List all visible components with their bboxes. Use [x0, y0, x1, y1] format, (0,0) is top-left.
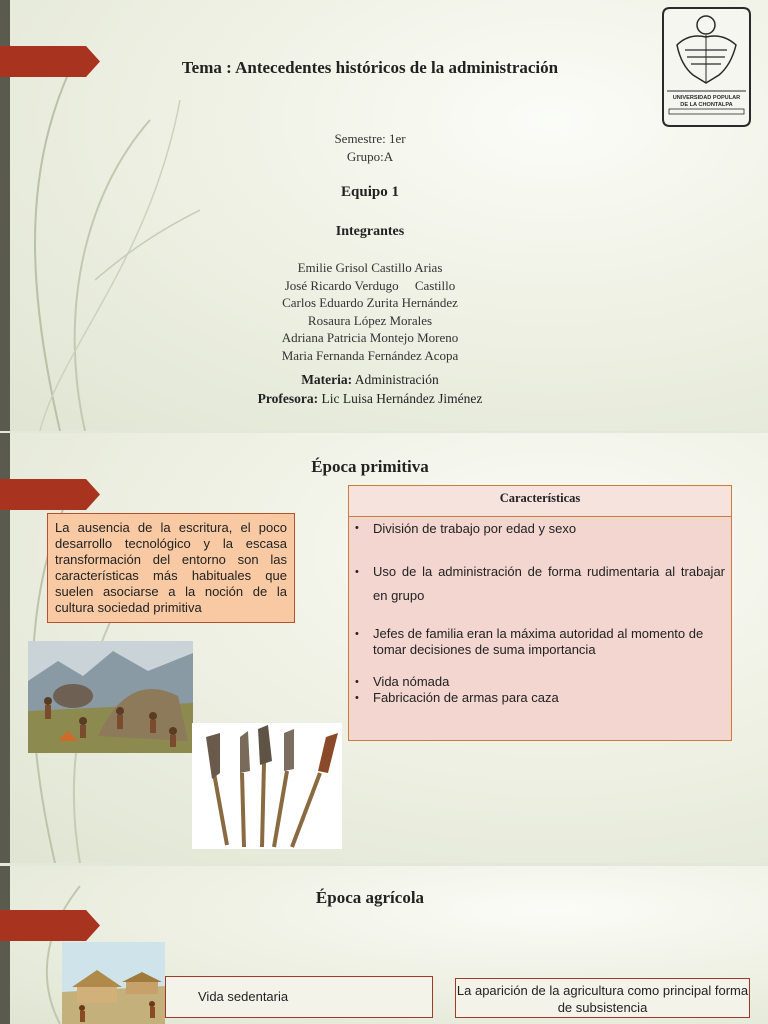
- section-title: Época agrícola: [315, 888, 425, 907]
- group-text: Grupo:A: [346, 149, 394, 164]
- slide-primitive-era: [0, 433, 768, 863]
- sedentary-text: Vida sedentaria: [198, 989, 289, 1004]
- list-item: • Uso de la administración de forma rudimentaria al trabajar en grupo: [373, 560, 725, 608]
- ribbon-marker: [0, 910, 100, 941]
- slide-title-text: Tema : Antecedentes históricos de la administración: [181, 58, 559, 77]
- logo-text-line2: DE LA CHONTALPA: [680, 102, 733, 108]
- member-name: José Ricardo Verdugo Castillo: [284, 277, 456, 293]
- teacher-label: Profesora:: [257, 391, 319, 406]
- stone-spears-image: [192, 723, 342, 849]
- team-text: Equipo 1: [341, 184, 399, 200]
- semester-text: Semestre: 1er: [334, 131, 406, 146]
- agriculture-box: La aparición de la agricultura como principal forma de subsistencia: [455, 978, 750, 1018]
- characteristics-table: [348, 485, 732, 741]
- member-name: Carlos Eduardo Zurita Hernández: [282, 295, 458, 310]
- list-item: • División de trabajo por edad y sexo: [373, 520, 725, 537]
- slide-title: [0, 0, 768, 431]
- list-item: • Jefes de familia eran la máxima autoridad al momento de tomar decisiones de suma importancia: [373, 626, 725, 658]
- subject-value: Administración: [354, 372, 439, 387]
- members-heading: Integrantes: [335, 224, 405, 239]
- teacher-line: [0, 391, 740, 407]
- member-name: Maria Fernanda Fernández Acopa: [281, 347, 459, 363]
- member-name: Rosaura López Morales: [307, 312, 433, 328]
- village-image: [62, 942, 165, 1024]
- member-name: Adriana Patricia Montejo Moreno: [281, 330, 459, 345]
- table-header: Características: [349, 486, 731, 517]
- slide-agricultural-era: [0, 866, 768, 1024]
- members-list: [0, 259, 740, 364]
- cave-people-image: [28, 641, 193, 753]
- ribbon-marker: [0, 479, 100, 510]
- description-box: La ausencia de la escritura, el poco desarrollo tecnológico y la escasa transformación del entorno son las características más habituales que suelen asociarse a la noción de la cultura sociedad primitiva: [47, 513, 295, 623]
- subject-line: [0, 372, 740, 388]
- subject-label: Materia:: [301, 372, 353, 387]
- section-title: Época primitiva: [311, 457, 429, 476]
- university-logo: [659, 5, 754, 129]
- list-item: • Fabricación de armas para caza: [373, 690, 725, 706]
- teacher-value: Lic Luisa Hernández Jiménez: [321, 391, 483, 406]
- member-name: Emilie Grisol Castillo Arias: [297, 260, 443, 275]
- logo-text-line1: UNIVERSIDAD POPULAR: [672, 95, 741, 101]
- sedentary-box: [165, 976, 433, 1018]
- list-item: • Vida nómada: [373, 674, 725, 690]
